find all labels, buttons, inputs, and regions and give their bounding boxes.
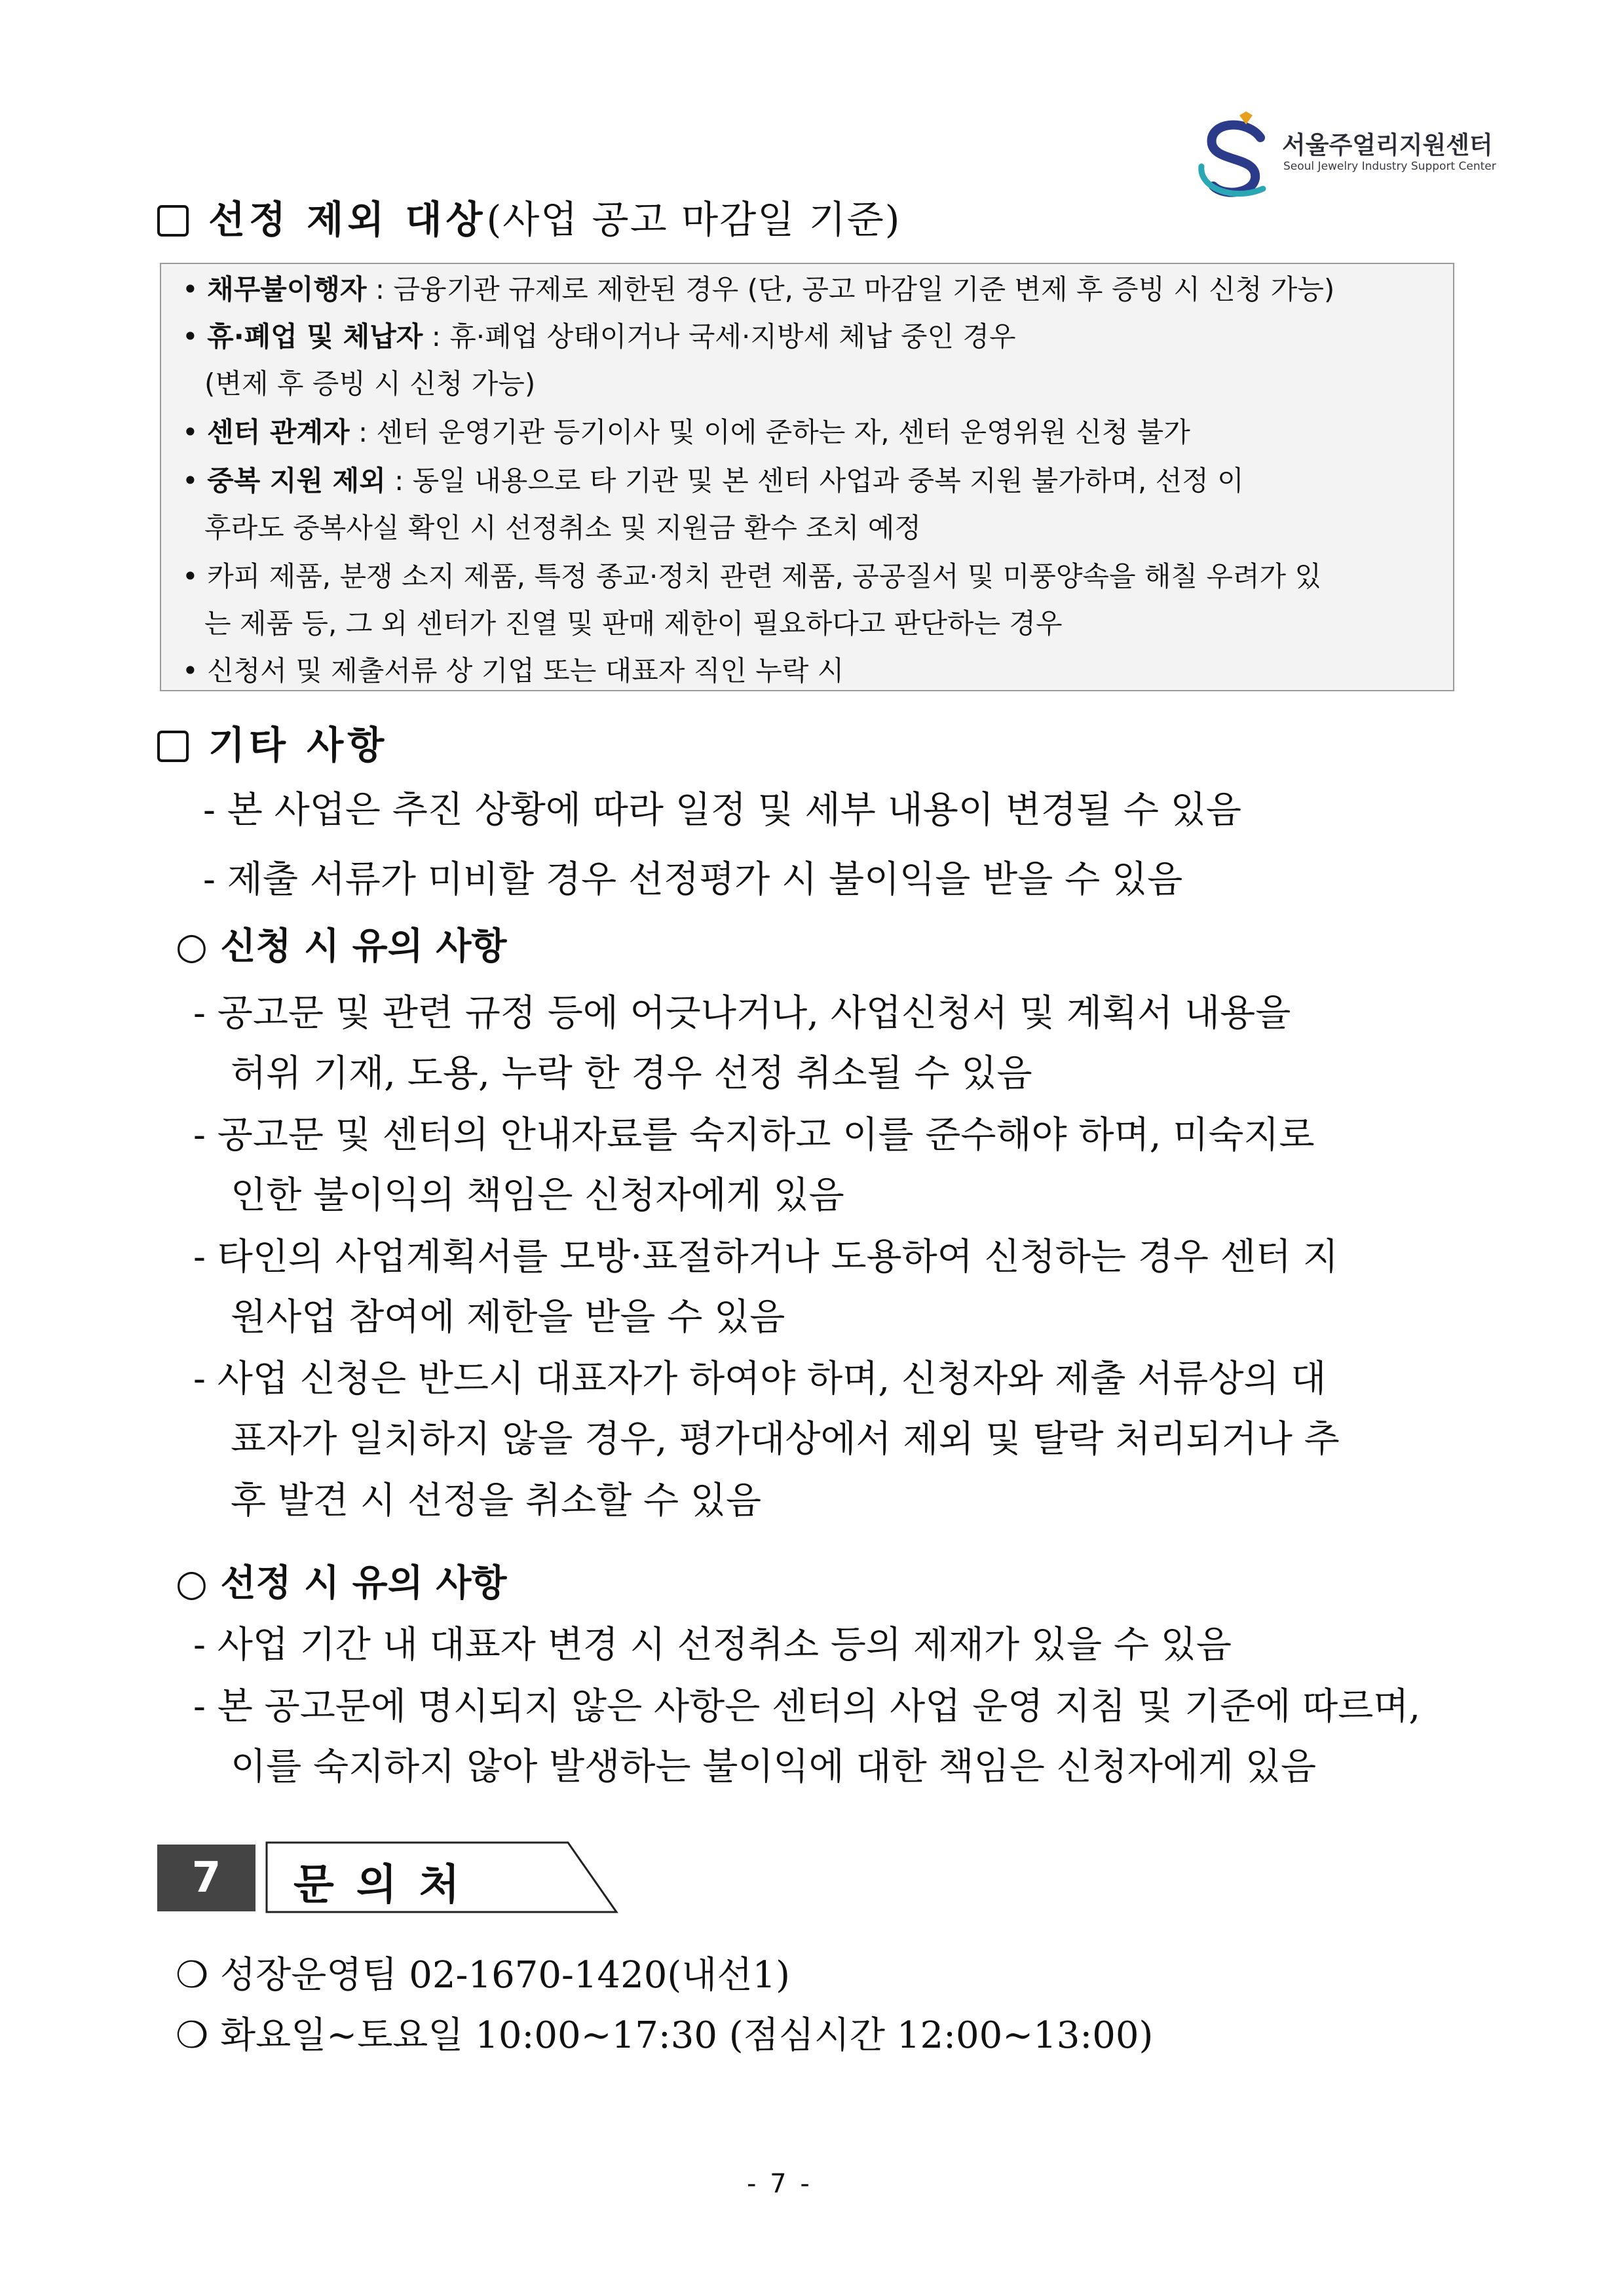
apply-note-line: 표자가 일치하지 않을 경우, 평가대상에서 제외 및 탈락 처리되거나 추 bbox=[231, 1418, 1340, 1461]
apply-note-line: 허위 기재, 도용, 누락 한 경우 선정 취소될 수 있음 bbox=[231, 1052, 1032, 1095]
exclusion-item: • 중복 지원 제외 : 동일 내용으로 타 기관 및 본 센터 사업과 중복 지원 불가하며, 선정 이 bbox=[182, 465, 1244, 497]
apply-note-line: - 타인의 사업계획서를 모방·표절하거나 도용하여 신청하는 경우 센터 지 bbox=[193, 1236, 1338, 1278]
apply-note-line: - 공고문 및 센터의 안내자료를 숙지하고 이를 준수해야 하며, 미숙지로 bbox=[193, 1114, 1315, 1157]
logo-subtitle: Seoul Jewelry Industry Support Center bbox=[1283, 160, 1496, 173]
checkbox-square-icon bbox=[157, 731, 189, 762]
exclusion-item: (변제 후 증빙 시 신청 가능) bbox=[204, 368, 536, 400]
other-line: - 제출 서류가 미비할 경우 선정평가 시 불이익을 받을 수 있음 bbox=[203, 858, 1183, 901]
exclusion-header bbox=[157, 189, 901, 244]
apply-note-line: - 공고문 및 관련 규정 등에 어긋나거나, 사업신청서 및 계획서 내용을 bbox=[193, 992, 1291, 1035]
exclusion-box bbox=[160, 263, 1454, 691]
exclusion-item: 후라도 중복사실 확인 시 선정취소 및 지원금 환수 조치 예정 bbox=[204, 512, 921, 544]
exclusion-title: 선정 제외 대상 bbox=[208, 197, 487, 242]
exclusion-item: • 카피 제품, 분쟁 소지 제품, 특정 종교·정치 관련 제품, 공공질서 및 미풍양속을 해칠 우려가 있 bbox=[182, 560, 1322, 592]
selection-note-line: 이를 숙지하지 않아 발생하는 불이익에 대한 책임은 신청자에게 있음 bbox=[231, 1746, 1317, 1788]
apply-note-line: 후 발견 시 선정을 취소할 수 있음 bbox=[231, 1480, 762, 1522]
apply-note-line: 인한 불이익의 책임은 신청자에게 있음 bbox=[231, 1174, 844, 1217]
exclusion-item: • 채무불이행자 : 금융기관 규제로 제한된 경우 (단, 공고 마감일 기준 변제 후 증빙 시 신청 가능) bbox=[182, 273, 1335, 305]
contact-line: ❍ 성장운영팀 02-1670-1420(내선1) bbox=[176, 1954, 790, 1997]
exclusion-item: • 휴·폐업 및 체납자 : 휴·폐업 상태이거나 국세·지방세 체납 중인 경우 bbox=[182, 320, 1016, 353]
contact-title: 문의처 bbox=[293, 1860, 482, 1909]
contact-line: ❍ 화요일~토요일 10:00~17:30 (점심시간 12:00~13:00) bbox=[176, 2014, 1154, 2057]
exclusion-item: 는 제품 등, 그 외 센터가 진열 및 판매 제한이 필요하다고 판단하는 경우 bbox=[204, 607, 1063, 640]
checkbox-square-icon bbox=[157, 205, 189, 237]
section-number-badge: 7 bbox=[157, 1845, 255, 1911]
page-number: - 7 - bbox=[747, 2169, 812, 2199]
apply-note-line: 원사업 참여에 제한을 받을 수 있음 bbox=[231, 1296, 785, 1339]
apply-note-line: - 사업 신청은 반드시 대표자가 하여야 하며, 신청자와 제출 서류상의 대 bbox=[193, 1358, 1327, 1400]
logo-mark bbox=[1187, 110, 1285, 202]
apply-notes-title: ○ 신청 시 유의 사항 bbox=[176, 925, 507, 968]
exclusion-item: • 신청서 및 제출서류 상 기업 또는 대표자 직인 누락 시 bbox=[182, 655, 844, 687]
other-title: 기타 사항 bbox=[208, 723, 388, 767]
logo-name: 서울주얼리지원센터 bbox=[1282, 131, 1493, 159]
selection-note-line: - 사업 기간 내 대표자 변경 시 선정취소 등의 제재가 있을 수 있음 bbox=[193, 1624, 1232, 1666]
exclusion-item: • 센터 관계자 : 센터 운영기관 등기이사 및 이에 준하는 자, 센터 운영위원 신청 불가 bbox=[182, 416, 1190, 448]
other-header bbox=[157, 714, 388, 769]
other-line: - 본 사업은 추진 상황에 따라 일정 및 세부 내용이 변경될 수 있음 bbox=[203, 789, 1241, 832]
selection-notes-title: ○ 선정 시 유의 사항 bbox=[176, 1561, 507, 1605]
exclusion-subtitle: (사업 공고 마감일 기준) bbox=[486, 197, 901, 242]
selection-note-line: - 본 공고문에 명시되지 않은 사항은 센터의 사업 운영 지침 및 기준에 따르며, bbox=[193, 1685, 1421, 1728]
